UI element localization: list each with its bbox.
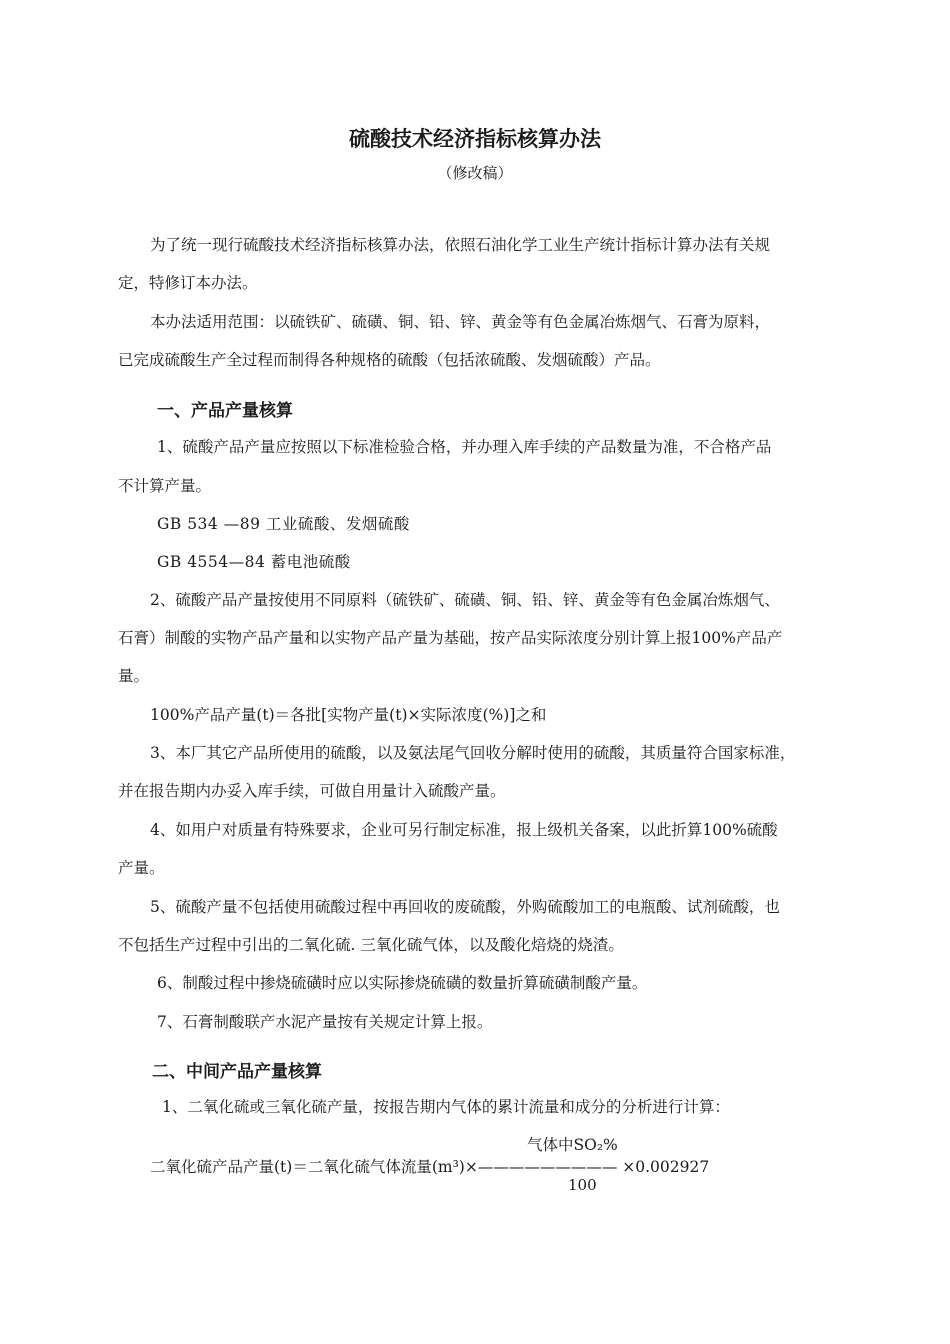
s1-p2-line-3: 量。: [118, 667, 150, 685]
s2-p1: 1、二氧化硫或三氧化硫产量，按报告期内气体的累计流量和成分的分析进行计算：: [162, 1098, 730, 1116]
formula-fraction-denominator: 100: [568, 1176, 597, 1194]
s1-p5-line-1: 5、硫酸产量不包括使用硫酸过程中再回收的废硫酸，外购硫酸加工的电瓶酸、试剂硫酸，也: [150, 898, 780, 916]
s1-p1-line-2: 不计算产量。: [118, 477, 212, 495]
s1-p6: 6、制酸过程中掺烧硫磺时应以实际掺烧硫磺的数量折算硫磺制酸产量。: [157, 974, 648, 992]
standard-gb534: GB 534 —89 工业硫酸、发烟硫酸: [157, 515, 410, 533]
intro-line-1: 为了统一现行硫酸技术经济指标核算办法，依照石油化学工业生产统计指标计算办法有关规: [150, 236, 771, 254]
s1-p5-line-2: 不包括生产过程中引出的二氧化硫. 三氧化硫气体，以及酸化焙烧的烧渣。: [118, 936, 624, 954]
document-title: 硫酸技术经济指标核算办法: [349, 127, 601, 151]
document-subtitle: （修改稿）: [437, 164, 513, 182]
formula-fraction-numerator: 气体中SO₂%: [527, 1136, 618, 1154]
s1-p4-line-1: 4、如用户对质量有特殊要求，企业可另行制定标准，报上级机关备案，以此折算100%硫酸: [150, 821, 778, 839]
intro-line-3: 本办法适用范围：以硫铁矿、硫磺、铜、铅、锌、黄金等有色金属冶炼烟气、石膏为原料，: [150, 313, 771, 331]
intro-line-4: 已完成硫酸生产全过程而制得各种规格的硫酸（包括浓硫酸、发烟硫酸）产品。: [118, 351, 661, 369]
section-1-heading: 一、产品产量核算: [157, 401, 293, 421]
formula-100-percent-output: 100%产品产量(t)＝各批[实物产量(t)×实际浓度(%)]之和: [150, 706, 547, 724]
s1-p1-line-1: 1、硫酸产品产量应按照以下标准检验合格，并办理入库手续的产品数量为准，不合格产品: [157, 438, 772, 456]
s1-p7: 7、石膏制酸联产水泥产量按有关规定计算上报。: [157, 1013, 493, 1031]
s1-p3-line-1: 3、本厂其它产品所使用的硫酸，以及氨法尾气回收分解时使用的硫酸，其质量符合国家标准，: [150, 744, 796, 762]
standard-gb4554: GB 4554—84 蓄电池硫酸: [157, 553, 351, 571]
section-2-heading: 二、中间产品产量核算: [152, 1062, 322, 1082]
formula-so2-output: 二氧化硫产品产量(t)＝二氧化硫气体流量(m³)×————————— ×0.002927: [150, 1158, 710, 1176]
s1-p4-line-2: 产量。: [118, 859, 165, 877]
intro-line-2: 定，特修订本办法。: [118, 274, 258, 292]
s1-p2-line-2: 石膏）制酸的实物产品产量和以实物产品产量为基础，按产品实际浓度分别计算上报100%产品产: [118, 629, 783, 647]
s1-p2-line-1: 2、硫酸产品产量按使用不同原料（硫铁矿、硫磺、铜、铅、锌、黄金等有色金属冶炼烟气、: [150, 591, 780, 609]
s1-p3-line-2: 并在报告期内办妥入库手续，可做自用量计入硫酸产量。: [118, 782, 506, 800]
